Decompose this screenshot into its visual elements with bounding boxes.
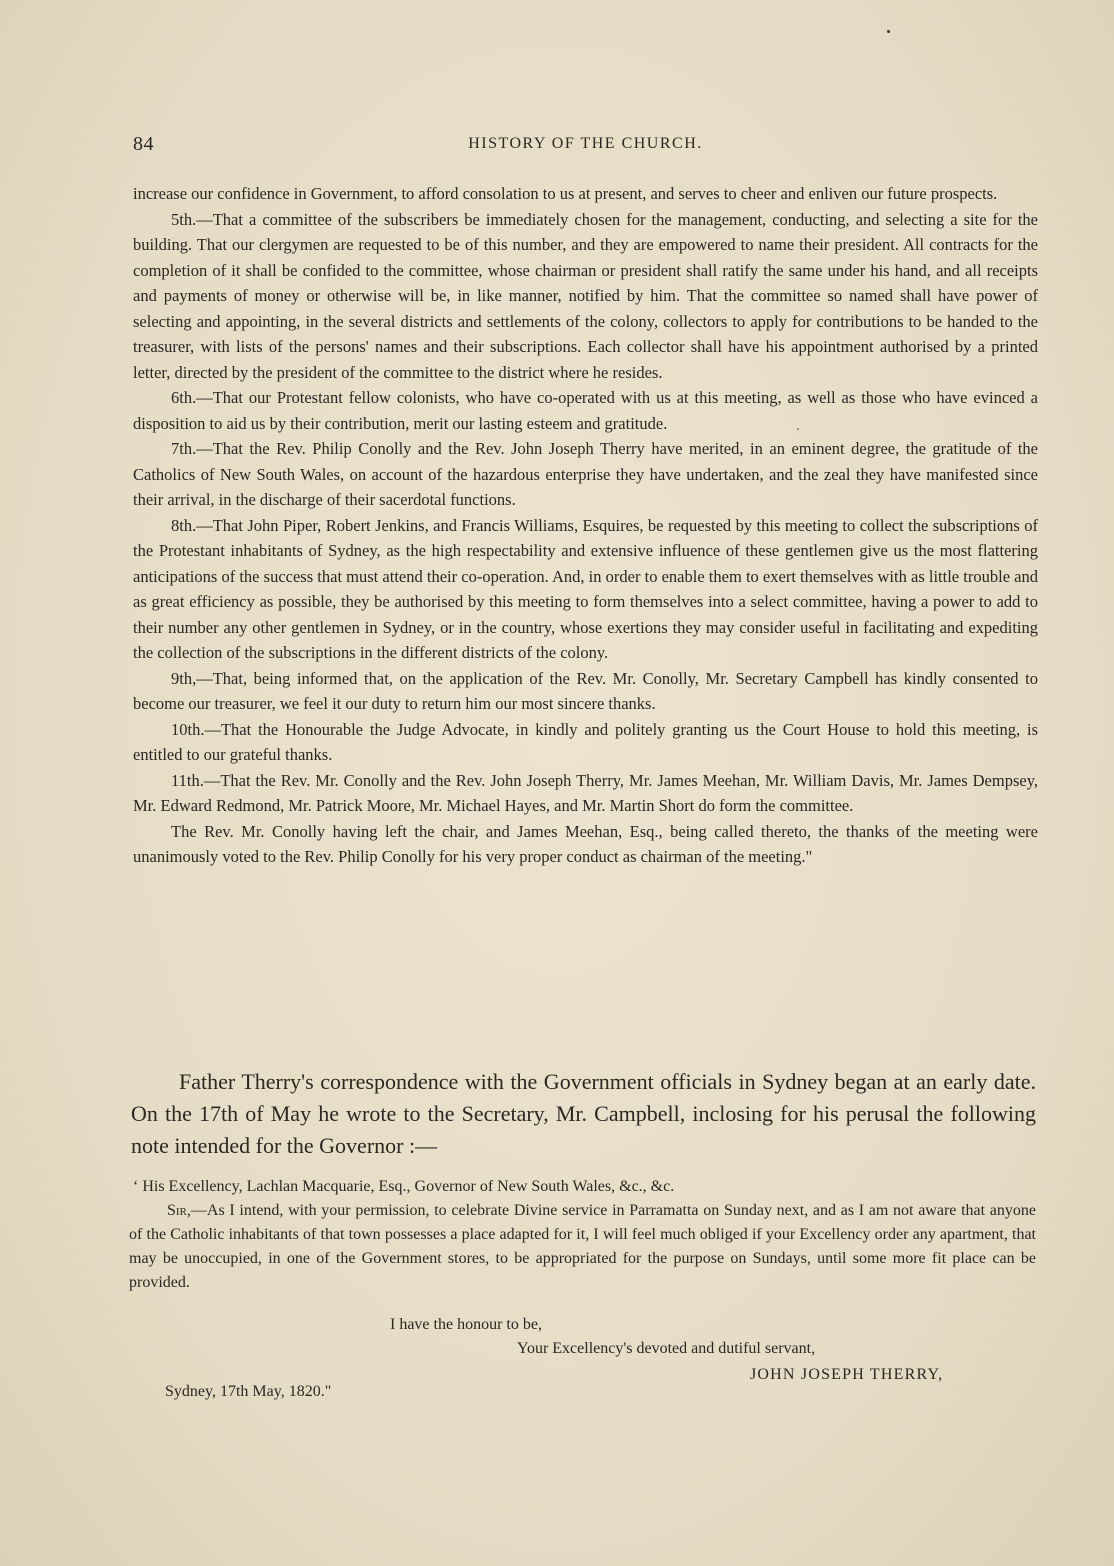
- letter-body: —As I intend, with your permission, to celebrate Divine service in Parramatta on Sunday next, and as I am not aware that anyone of the Catholic inhabitants of that town possesses a place adapted for it, I will feel much obliged if your Excellency order any apartment, that may be unoccupied, in one of the Government stores, to be appropriated for the purpose on Sundays, until some more fit place can be provided.: [129, 1202, 1036, 1291]
- meeting-close-paragraph: The Rev. Mr. Conolly having left the chair, and James Meehan, Esq., being called thereto, the thanks of the meeting were unanimously voted to the Rev. Philip Conolly for his very proper conduct as chairman of the meeting.": [133, 821, 1038, 866]
- letter-closing-line-2: Your Excellency's devoted and dutiful servant,: [517, 1340, 816, 1357]
- letter-closing-line-1: I have the honour to be,: [390, 1316, 542, 1333]
- resolution-8th: 8th.—That John Piper, Robert Jenkins, and Francis Williams, Esquires, be requested by this meeting to collect the subscriptions of the Protestant inhabitants of Sydney, as the high respectability and extensive influence of these gentlemen give us the most flattering anticipations of the success that must attend their co-operation. And, in order to enable them to exert themselves with as little trouble and as great efficiency as possible, they be authorised by this meeting to form themselves into a select committee, having a power to add to their number any other gentlemen in Sydney, or in the country, whose exertions they may consider useful in facilitating and expediting the collection of the subscriptions in the different districts of the colony.: [133, 515, 1038, 662]
- quoted-letter: [129, 1175, 1036, 1295]
- narrative-text: [131, 1066, 1036, 1162]
- resolutions-text: [133, 181, 1038, 870]
- paper-speck: [887, 30, 890, 33]
- narrative-paragraph: Father Therry's correspondence with the Government officials in Sydney began at an early date. On the 17th of May he wrote to the Secretary, Mr. Campbell, inclosing for his perusal the following note intended for the Governor :—: [131, 1069, 1036, 1158]
- letter-dateline: Sydney, 17th May, 1820.": [165, 1383, 332, 1400]
- page-number: 84: [133, 133, 154, 155]
- resolution-11th: 11th.—That the Rev. Mr. Conolly and the Rev. John Joseph Therry, Mr. James Meehan, Mr. William Davis, Mr. James Dempsey, Mr. Edward Redmond, Mr. Patrick Moore, Mr. Michael Hayes, and Mr. Martin Short do form the committee.: [133, 770, 1038, 815]
- paper-speck: [797, 428, 799, 430]
- resolution-5th: 5th.—That a committee of the subscribers be immediately chosen for the management, conducting, and selecting a site for the building. That our clergymen are requested to be of this number, and they are empowered to name their president. All contracts for the completion of it shall be confided to the committee, whose chairman or president shall ratify the same under his hand, and all receipts and payments of money or otherwise will be, in like manner, notified by him. That the committee so named shall have power of selecting and appointing, in the several districts and settlements of the colony, collectors to apply for contributions to be handed to the treasurer, with lists of the persons' names and their subscriptions. Each collector shall have his appointment authorised by a printed letter, directed by the president of the committee to the district where he resides.: [133, 209, 1038, 382]
- letter-body-paragraph: [129, 1199, 1036, 1295]
- running-head: HISTORY OF THE CHURCH.: [468, 135, 703, 152]
- letter-signature: JOHN JOSEPH THERRY,: [750, 1366, 944, 1383]
- paragraph-continuation: increase our confidence in Government, to afford consolation to us at present, and serves to cheer and enliven our future prospects.: [133, 184, 998, 203]
- letter-addressee: ‘ His Excellency, Lachlan Macquarie, Esq., Governor of New South Wales, &c., &c.: [133, 1178, 675, 1195]
- resolution-9th: 9th,—That, being informed that, on the application of the Rev. Mr. Conolly, Mr. Secretary Campbell has kindly consented to become our treasurer, we feel it our duty to return him our most sincere thanks.: [133, 668, 1038, 713]
- resolution-7th: 7th.—That the Rev. Philip Conolly and the Rev. John Joseph Therry have merited, in an eminent degree, the gratitude of the Catholics of New South Wales, on account of the hazardous enterprise they have undertaken, and the zeal they have manifested since their arrival, in the discharge of their sacerdotal functions.: [133, 439, 1038, 509]
- page-header: [133, 133, 1038, 159]
- resolution-10th: 10th.—That the Honourable the Judge Advocate, in kindly and politely granting us the Court House to hold this meeting, is entitled to our grateful thanks.: [133, 719, 1038, 764]
- resolution-6th: 6th.—That our Protestant fellow colonists, who have co-operated with us at this meeting, as well as those who have evinced a disposition to aid us by their contribution, merit our lasting esteem and gratitude.: [133, 388, 1038, 433]
- letter-salutation: Sir,: [167, 1202, 191, 1219]
